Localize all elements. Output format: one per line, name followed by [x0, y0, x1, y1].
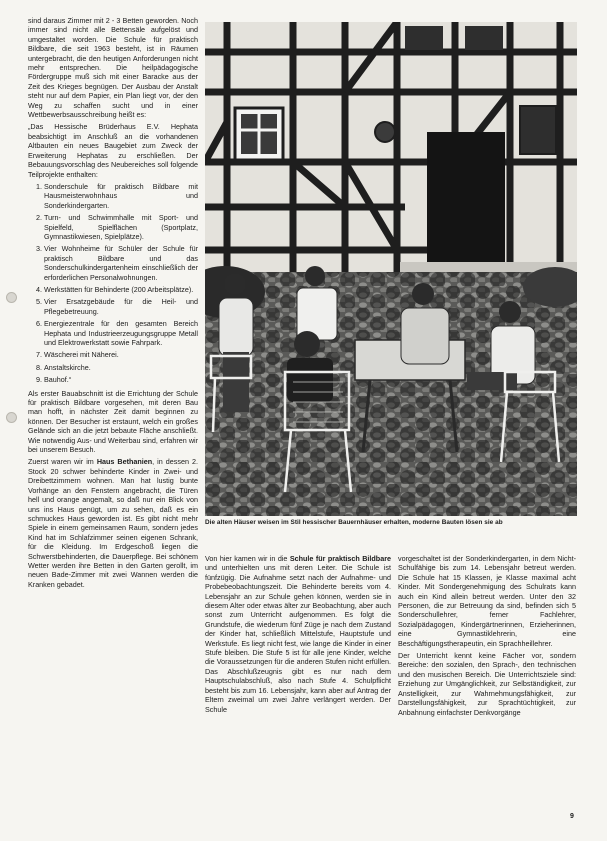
list-item: 9. Bauhof.“ — [44, 375, 198, 384]
kindergarten-paragraph: vorgeschaltet ist der Sonderkindergarten, in dem Nicht-Schulfähige bis zum 14. Lebensjahr betreut werden. Die Schule hat 15 Klassen, je Klasse maximal acht Kinder. Mit Sondergenehmigung des Schulrats kann auch ein Kind allein betreut werden. Unter den 32 Personen, die zur Betreuung da sind, befinden sich 5 Sonderschullehrer, ferner Fachlehrer, Sozialpädagogen, Kindergärtnerinnen, Erzieherinnen, eine Gymnastiklehrerin, eine Beschäftigungstherapeutin, ein Sprachheillehrer. — [398, 554, 576, 648]
paragraph-rest: , in dessen 2. Stock 20 schwer behinderte Kinder in Zwei- und Dreibettzimmern wohnen. Man hat lustig bunte Vorhänge an den Fenstern angebracht, die Türen hell und orange angemalt, so daß nur ein Blick von uns ins Haus genügt, um zu sehen, daß es ein schmuckes Haus geworden ist. Es gibt nicht mehr Spiele in einem gemeinsamen Raum, sondern jedes Kind hat im Schlafzimmer seinen eigenen Schrank, für die Kleidung. Im Erdgeschoß liegen die Schwerstbehinderten, die Dauerpflege. Bei schönem Wetter werden ihre Betten in den Garten gerollt, im neuen Bade-Zimmer mit zwei Wannen werden die Kranken gebadet. — [28, 457, 198, 589]
school-paragraph — [205, 554, 391, 714]
curriculum-paragraph: Der Unterricht kennt keine Fächer vor, sondern Bereiche: den sozialen, den Sprach-, den technischen und den musischen Bereich. Die Unterrichtsziele sind: Erziehung zur Umgänglichkeit, zur Selbständigkeit, zur Anstelligkeit, zur Wahrnehmungsfähigkeit, zur Darstellungsfähigkeit, zur Sprachtüchtigkeit, zur Anbahnung einfachster Denkvorgänge — [398, 651, 576, 717]
page-number: 9 — [570, 813, 574, 820]
list-item: 4. Werkstätten für Behinderte (200 Arbeitsplätze). — [44, 285, 198, 294]
list-item: 6. Energiezentrale für den gesamten Bereich Hephata und Industrieerzeugungsgruppe Metall und Elektrowerkstatt sowie Fahrpark. — [44, 319, 198, 347]
text-column-right — [398, 554, 576, 720]
bethanien-paragraph — [28, 457, 198, 589]
list-item: 5. Vier Ersatzgebäude für die Heil- und Pflegebetreuung. — [44, 297, 198, 316]
project-list — [28, 182, 198, 385]
text-column-middle — [205, 554, 391, 717]
paragraph-rest: und unterhielten uns mit deren Leiter. Die Schule ist fünfzügig. Die Aufnahme setzt nach der Aufnahme- und Probebeobachtungszeit. Die Behinderte bereits vom 4. Lebensjahr an zur Schule gehen können, werden sie in diesem Alter oder etwas älter zur Beobachtung, aber auch sonst zum Unterricht aufgenommen. Es folgt die Grundstufe, die wiederum fünf Züge je nach dem Zustand der Kinder hat, schließlich Mittelstufe, Hauptstufe und Werkstufe. Es liegt nicht fest, wie lange die Kinder in einer Stufe bleiben. Die Stufe 5 ist für alle jene Kinder, welche die Voraussetzungen für die anderen Stufen nicht erfüllen. Das Abschlußzeugnis gibt es nur nach dem Hauptschulabschluß, also nach Stufe 4. Schulpflicht besteht bis zum 16. Lebensjahr, kann aber auf Antrag der Eltern zweimal um zwei Jahre verlängert werden. Der Schule — [205, 563, 391, 714]
list-item: 1. Sonderschule für praktisch Bildbare mit Hausmeisterwohnhaus und Sonderkindergarten. — [44, 182, 198, 210]
list-item: 7. Wäscherei mit Näherei. — [44, 350, 198, 359]
text-column-left — [28, 16, 198, 592]
courtyard-photo — [205, 22, 577, 516]
construction-paragraph: Als erster Bauabschnitt ist die Errichtung der Schule für praktisch Bildbare vorgesehen, mit deren Bau man hofft, in nächster Zeit damit beginnen zu können. Der Besucher ist erstaunt, welch ein großes Gelände sich an die jetzt bebaute Fläche anschließt. Wie notwendig Aus- und Weiterbau sind, erfahren wir bei unserem Besuch. — [28, 388, 198, 455]
punch-hole — [6, 292, 17, 303]
intro-paragraph: sind daraus Zimmer mit 2 - 3 Betten geworden. Noch immer sind nicht alle Bettensäle aufgelöst und umgestaltet worden. Die Schule für praktisch Bildbare, die seit 1963 besteht, ist in Räumen untergebracht, die den heutigen Anforderungen nicht mehr entsprechen. Die heilpädagogische Fördergruppe muß sich mit einer Baracke aus der Zeit des Krieges begnügen. Der Ausbau der Anstalt steht nur auf dem Papier, ein Plan liegt vor, der den Weg zu schaffen sucht und in einer Wettbewerbsausschreibung heißt es: — [28, 16, 198, 120]
punch-hole — [6, 412, 17, 423]
photo-caption: Die alten Häuser weisen im Stil hessischer Bauernhäuser erhalten, moderne Bauten lösen sie ab — [205, 519, 503, 526]
quote-paragraph: „Das Hessische Brüderhaus E.V. Hephata beabsichtigt im Anschluß an die vorhandenen Altbauten ein neues Baugebiet zum Zweck der Erweiterung Hephatas zu erschließen. Der Bebauungsvorschlag des Neubereiches soll folgende Teilprojekte enthalten: — [28, 122, 198, 179]
photo-image — [205, 22, 577, 516]
list-item: 8. Anstaltskirche. — [44, 363, 198, 372]
bold-term: Haus Bethanien — [96, 457, 153, 467]
paragraph-lead: Von hier kamen wir in die — [205, 554, 290, 563]
paragraph-lead: Zuerst waren wir im — [28, 457, 97, 467]
bold-term: Schule für praktisch Bildbare — [289, 554, 391, 563]
list-item: 2. Turn- und Schwimmhalle mit Sport- und Spielfeld, Spielflächen (Sportplatz, Gymnastikwiesen, Spielplätze). — [44, 213, 198, 241]
list-item: 3. Vier Wohnheime für Schüler der Schule für praktisch Bildbare und das Sonderschulkindergartenheim einschließlich der erforderlichen Personalwohnungen. — [44, 244, 198, 282]
